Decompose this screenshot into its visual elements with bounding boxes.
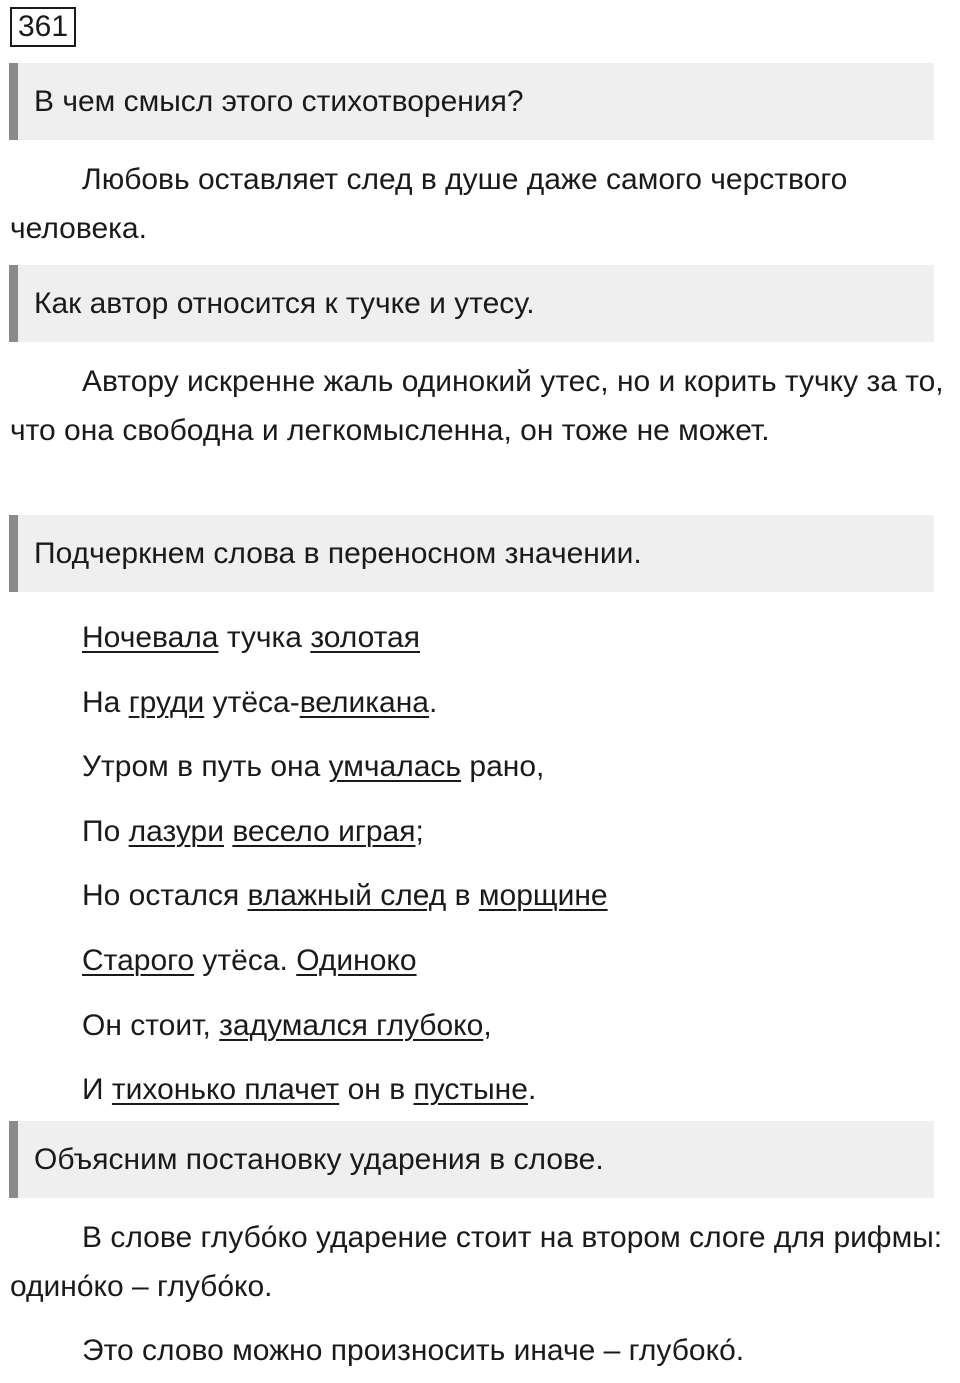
poem-text: Он стоит, [82, 1008, 220, 1042]
poem-line [82, 671, 608, 736]
underlined-word: морщине [478, 879, 608, 913]
poem-text: На [82, 685, 129, 719]
poem-line [82, 1058, 608, 1123]
poem-text: он в [339, 1073, 414, 1107]
underlined-word: влажный след [247, 879, 447, 913]
poem-text: в [446, 879, 479, 913]
question-text: Подчеркнем слова в переносном значении. [34, 536, 642, 570]
underlined-word: Одиноко [296, 943, 417, 977]
underlined-word: Ночевала [82, 621, 219, 654]
poem-text: ; [415, 814, 424, 848]
question-box-figurative-words [9, 515, 934, 592]
poem-line [82, 800, 608, 865]
poem-line [82, 864, 608, 929]
poem-text: . [527, 1073, 537, 1107]
task-number: 361 [10, 7, 76, 47]
underlined-word: пустыне [413, 1073, 528, 1107]
underlined-word: великана [299, 685, 429, 719]
poem-line [82, 606, 608, 671]
poem-text: утёса. [194, 943, 297, 977]
poem-text: рано, [461, 750, 545, 784]
underlined-word: лазури [128, 814, 224, 848]
poem-text: Но остался [82, 879, 248, 913]
underlined-word: груди [128, 685, 205, 719]
question-text: Объясним постановку ударения в слове. [34, 1142, 604, 1176]
poem-line [82, 735, 608, 800]
poem [82, 606, 608, 1123]
answer-text: Это слово можно произносить иначе – глубоко́. [82, 1334, 745, 1367]
question-text: Как автор относится к тучке и утесу. [34, 286, 535, 320]
poem-text: , [483, 1008, 492, 1042]
poem-text: . [428, 685, 438, 719]
underlined-word: весело играя [232, 814, 416, 848]
poem-text: тучка [218, 621, 311, 654]
answer-text: В слове глубо́ко ударение стоит на втором слоге для рифмы: одино́ко – глубо́ко. [10, 1221, 943, 1303]
poem-text: По [82, 814, 129, 848]
underlined-word: тихонько плачет [111, 1073, 340, 1107]
underlined-word: золотая [310, 621, 420, 654]
question-box-stress [9, 1121, 934, 1198]
question-text: В чем смысл этого стихотворения? [34, 84, 524, 118]
answer-text: Автору искренне жаль одинокий утес, но и корить тучку за то, что она свободна и легкомысленна, он тоже не может. [10, 365, 944, 447]
underlined-word: задумался глубоко [219, 1008, 484, 1042]
poem-line [82, 994, 608, 1059]
poem-text: утёса- [204, 685, 300, 719]
underlined-word: умчалась [328, 750, 462, 784]
poem-line [82, 929, 608, 994]
poem-text: И [82, 1073, 112, 1107]
poem-text: Утром в путь она [82, 750, 329, 784]
question-box-meaning [9, 63, 934, 140]
question-box-author-attitude [9, 265, 934, 342]
underlined-word: Старого [82, 943, 195, 977]
answer-text: Любовь оставляет след в душе даже самого черствого человека. [10, 163, 848, 245]
